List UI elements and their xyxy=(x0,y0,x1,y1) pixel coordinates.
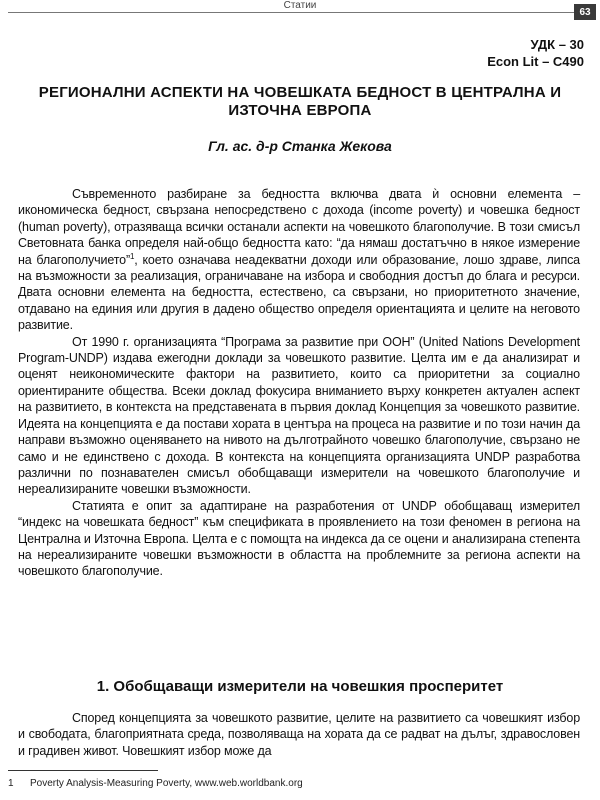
page-number: 63 xyxy=(574,4,596,20)
footnote-ref[interactable]: 1 xyxy=(129,251,135,261)
running-head: Статии xyxy=(283,0,317,11)
footnote xyxy=(8,778,303,789)
paragraph-1-text: Съвременното разбиране за бедността включва двата ѝ основни елемента – икономическа бедност, свързана непосредствено с дохода (income poverty) и човешка бедност (human poverty), отразяваща всички останали аспекти на човешкото благополучие. В този смисъл Световната банка определя най-общо бедността като: “да нямаш достатъчно в някое измерение на благополучието” xyxy=(18,187,580,267)
article-title: РЕГИОНАЛНИ АСПЕКТИ НА ЧОВЕШКАТА БЕДНОСТ В ЦЕНТРАЛНА И ИЗТОЧНА ЕВРОПА xyxy=(38,84,562,119)
econlit-code: Econ Lit – C490 xyxy=(487,54,584,69)
article-author: Гл. ас. д-р Станка Жекова xyxy=(208,138,392,154)
udc-code: УДК – 30 xyxy=(530,37,584,52)
section-paragraph-1: Според концепцията за човешкото развитие, целите на развитието са човешкият избор и свободата, благоприятната среда, позволяваща на хората да се радват на дълъг, здравословен и градивен живот. Човешкият избор може да xyxy=(18,711,580,758)
footnote-mark: 1 xyxy=(8,778,14,789)
footnote-divider xyxy=(8,770,158,771)
section-body xyxy=(18,710,580,759)
paragraph-3: Статията е опит за адаптиране на разработения от UNDP обобщаващ измерител “индекс на човешката бедност” към спецификата в проявлението на този феномен в региона на Централна и Източна Европа. Целта е с помощта на индекса да се оцени и анализирана степента на нереализираните човешки възможности в областта на проблемните за региона аспекти на човешкото благополучие. xyxy=(18,498,580,579)
classification-codes xyxy=(487,36,584,70)
paragraph-1-text-cont: , което означава неадекватни доходи или образование, лошо здраве, липса на възможности за реализация, ограничаване на избора и свободния достъп до блага и ресурси. Двата основни елемента на бедността, естествено, са свързани, но приоритетното значение, отдавано на единия или другия в дадено общество определя ориентацията и целите на неговото развитие. xyxy=(18,252,580,333)
paragraph-2: От 1990 г. организацията “Програма за развитие при ООН” (United Nations Development Program-UNDP) издава ежегодни доклади за човешкото развитие. Целта им е да анализират и оценят неикономическите фактори на развитието, които са приоритетни за социално ориентираните общества. Всеки доклад фокусира вниманието върху конкретен актуален аспект на развитието, в контекста на представената в първия доклад Концепция за човешкото развитие. Идеята на концепцията е да постави хората в центъра на процеса на развитие и по този начин да направи възможно оценяването на нивото на дълготрайното човешко благополучие, свързано не само и не единствено с дохода. В контекста на концепцията организацията UNDP разработва различни по познавателен смисъл обобщаващи измерители на човешкото благополучие и нереализираните човешки възможности. xyxy=(18,334,580,497)
section-heading: 1. Обобщаващи измерители на човешкия просперитет xyxy=(96,678,504,695)
paragraph-1 xyxy=(18,186,580,334)
footnote-text: Poverty Analysis-Measuring Poverty, www.web.worldbank.org xyxy=(30,778,303,789)
header-bar xyxy=(8,0,592,13)
article-body xyxy=(18,186,580,580)
